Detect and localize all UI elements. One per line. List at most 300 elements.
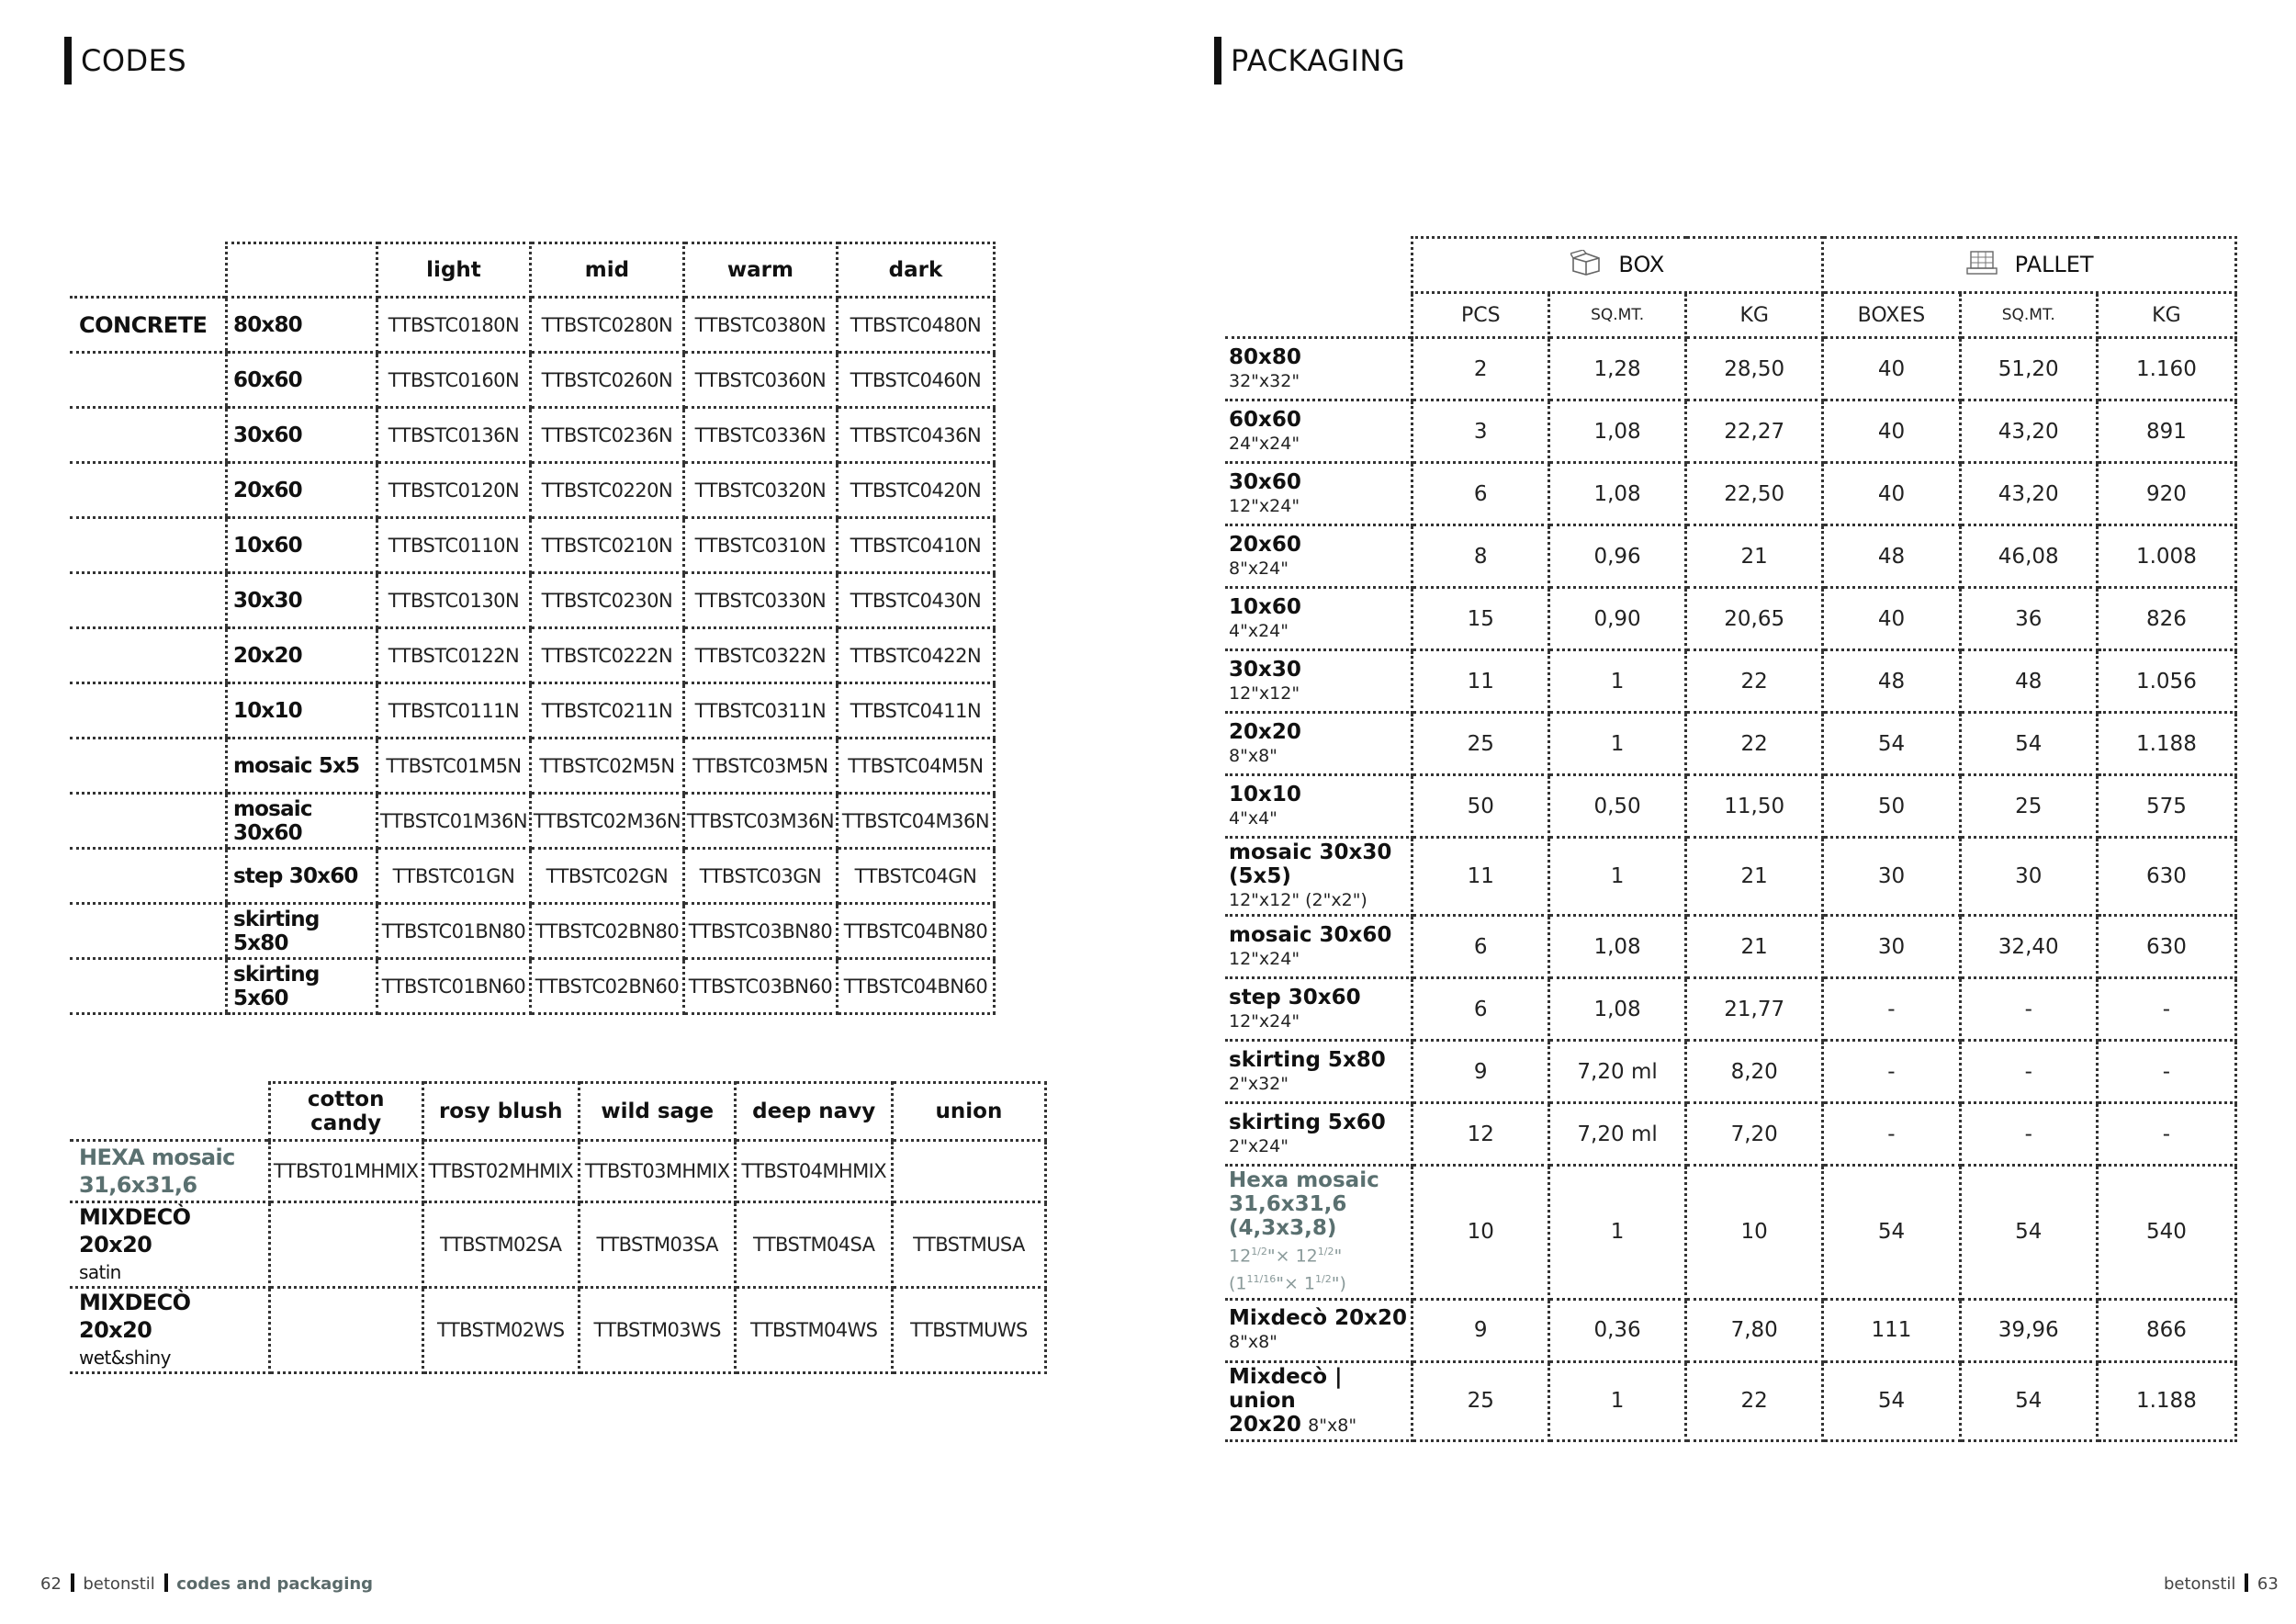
row-label (70, 1288, 269, 1373)
cell: 12 (1412, 1103, 1549, 1166)
row-title-size: 20x20 (1229, 1412, 1301, 1437)
size-label: skirting 5x60 (227, 959, 377, 1014)
code-cell: TTBSTC0136N (377, 408, 530, 463)
row-label (70, 1141, 269, 1202)
cell: 48 (1960, 650, 2097, 713)
right-footer (2164, 1573, 2279, 1596)
cell: 28,50 (1686, 338, 1823, 400)
row-label (1225, 838, 1412, 916)
row-subtitle: 8"x8" (1229, 1332, 1277, 1353)
row-label (1225, 1041, 1412, 1103)
code-cell: TTBSTC04M5N (837, 739, 994, 794)
cell: 7,20 (1686, 1103, 1823, 1166)
cell: 25 (1412, 713, 1549, 775)
table-row (70, 408, 995, 463)
row-subtitle: 2"x32" (1229, 1073, 1289, 1094)
cell: 10 (1412, 1166, 1549, 1300)
table-row (70, 1202, 1046, 1288)
row-title: MIXDECÒ 20x20 (79, 1204, 191, 1257)
table-row (1225, 650, 2236, 713)
cell: 21,77 (1686, 978, 1823, 1041)
cell: 43,20 (1960, 400, 2097, 463)
row-title: 20x60 (1229, 532, 1301, 557)
cell: - (2097, 1041, 2235, 1103)
cell: 54 (1823, 713, 1960, 775)
code-cell (269, 1288, 422, 1373)
row-title: 20x20 (1229, 719, 1301, 744)
row-label (1225, 1166, 1412, 1300)
cell: 11 (1412, 650, 1549, 713)
family-cell (70, 683, 227, 739)
subheader-boxes: BOXES (1823, 293, 1960, 338)
empty-header (1225, 238, 1412, 338)
size-label: skirting 5x80 (227, 904, 377, 959)
table-row (1225, 1041, 2236, 1103)
code-cell: TTBSTC03BN80 (683, 904, 837, 959)
cell: 1,08 (1549, 916, 1686, 978)
cell: 32,40 (1960, 916, 2097, 978)
row-title-size: 31,6x31,6 (4,3x3,8) (1229, 1192, 1347, 1240)
table-row (1225, 525, 2236, 588)
row-subtitle: 4"x4" (1229, 807, 1277, 829)
cell: 20,65 (1686, 588, 1823, 650)
code-cell: TTBSTC04BN80 (837, 904, 994, 959)
row-subtitle: 4"x24" (1229, 620, 1289, 641)
header-mid: mid (530, 243, 683, 298)
row-label (1225, 1361, 1412, 1440)
code-cell: TTBSTC0210N (530, 518, 683, 573)
size-label: step 30x60 (227, 849, 377, 904)
row-subtitle: 8"x24" (1229, 558, 1289, 579)
cell: 3 (1412, 400, 1549, 463)
cell: 30 (1960, 838, 2097, 916)
code-cell: TTBSTC01BN80 (377, 904, 530, 959)
code-cell: TTBSTMUSA (892, 1202, 1045, 1288)
code-cell: TTBSTC0310N (683, 518, 837, 573)
row-label (1225, 775, 1412, 838)
code-cell: TTBSTC0230N (530, 573, 683, 628)
family-cell (70, 904, 227, 959)
size-label: 30x60 (227, 408, 377, 463)
pallet-group-header (1823, 238, 2236, 293)
row-title: 30x30 (1229, 657, 1301, 682)
cell: 54 (1960, 1166, 2097, 1300)
row-title: Hexa mosaic (1229, 1168, 1379, 1192)
size-label: 10x10 (227, 683, 377, 739)
header-cotton-candy: cotton candy (269, 1083, 422, 1141)
packaging-title: PACKAGING (1214, 37, 1405, 85)
code-cell: TTBSTC04M36N (837, 794, 994, 849)
cell: 22,27 (1686, 400, 1823, 463)
code-cell: TTBSTM03SA (579, 1202, 735, 1288)
empty-header (70, 243, 227, 298)
header-warm: warm (683, 243, 837, 298)
code-cell: TTBSTC02BN80 (530, 904, 683, 959)
table-row (70, 298, 995, 353)
row-title: mosaic 30x30 (5x5) (1229, 840, 1392, 888)
table-row (70, 573, 995, 628)
cell: - (1960, 1103, 2097, 1166)
row-subtitle-imperial: $12^{1/2}"\times 12^{1/2}$" (1229, 1246, 1343, 1267)
code-cell: TTBSTM04SA (736, 1202, 892, 1288)
cell: 22 (1686, 1361, 1823, 1440)
cell: 50 (1823, 775, 1960, 838)
cell: 21 (1686, 916, 1823, 978)
table-row (1225, 978, 2236, 1041)
row-title: step 30x60 (1229, 985, 1361, 1009)
cell: 630 (2097, 916, 2235, 978)
table-row (1225, 916, 2236, 978)
empty-header (70, 1083, 269, 1141)
code-cell: TTBST03MHMIX (579, 1141, 735, 1202)
row-title: skirting 5x60 (1229, 1110, 1386, 1134)
row-subtitle: 12"x24" (1229, 495, 1300, 516)
code-cell: TTBSTM04WS (736, 1288, 892, 1373)
code-cell: TTBSTMUWS (892, 1288, 1045, 1373)
cell: 30 (1823, 916, 1960, 978)
cell: 1 (1549, 713, 1686, 775)
row-label (1225, 916, 1412, 978)
code-cell: TTBSTC0411N (837, 683, 994, 739)
code-cell: TTBSTC0180N (377, 298, 530, 353)
cell: 54 (1823, 1166, 1960, 1300)
row-subtitle: 2"x24" (1229, 1135, 1289, 1156)
code-cell: TTBSTC0211N (530, 683, 683, 739)
table-row (70, 959, 995, 1014)
header-union: union (892, 1083, 1045, 1141)
cell: 1 (1549, 838, 1686, 916)
cell: 1,08 (1549, 400, 1686, 463)
table-row (70, 683, 995, 739)
code-cell: TTBSTC0160N (377, 353, 530, 408)
family-cell (70, 739, 227, 794)
size-label: 10x60 (227, 518, 377, 573)
cell: 7,80 (1686, 1299, 1823, 1361)
cell: 43,20 (1960, 463, 2097, 525)
code-cell: TTBSTC0222N (530, 628, 683, 683)
row-subtitle: wet&shiny (79, 1347, 171, 1369)
cell: 1,08 (1549, 978, 1686, 1041)
header-dark: dark (837, 243, 994, 298)
cell: 111 (1823, 1299, 1960, 1361)
code-cell: TTBSTC01GN (377, 849, 530, 904)
code-cell: TTBSTC0436N (837, 408, 994, 463)
row-title: 10x10 (1229, 782, 1301, 806)
row-label (1225, 1103, 1412, 1166)
header-wild-sage: wild sage (579, 1083, 735, 1141)
row-title: Mixdecò 20x20 (1229, 1306, 1407, 1331)
table-row (70, 904, 995, 959)
header-rosy-blush: rosy blush (422, 1083, 579, 1141)
code-cell: TTBSTC03M5N (683, 739, 837, 794)
size-label: 80x80 (227, 298, 377, 353)
cell: 50 (1412, 775, 1549, 838)
codes-table (70, 242, 996, 1015)
cell: 0,90 (1549, 588, 1686, 650)
table-row (1225, 463, 2236, 525)
table-row (70, 518, 995, 573)
family-cell (70, 849, 227, 904)
size-header (227, 243, 377, 298)
table-row (70, 353, 995, 408)
footer-divider (164, 1573, 168, 1592)
row-title: HEXA mosaic (79, 1145, 235, 1170)
code-cell: TTBSTC0480N (837, 298, 994, 353)
cell: 7,20 ml (1549, 1103, 1686, 1166)
code-cell: TTBSTC0130N (377, 573, 530, 628)
cell: 866 (2097, 1299, 2235, 1361)
subheader-box-sqmt: SQ.MT. (1549, 293, 1686, 338)
code-cell: TTBSTC0311N (683, 683, 837, 739)
cell: 54 (1960, 713, 2097, 775)
footer-page-number: 63 (2257, 1574, 2279, 1594)
cell: 40 (1823, 338, 1960, 400)
code-cell: TTBSTC0336N (683, 408, 837, 463)
cell: 9 (1412, 1041, 1549, 1103)
cell: 1,28 (1549, 338, 1686, 400)
cell: 540 (2097, 1166, 2235, 1300)
cell: 15 (1412, 588, 1549, 650)
cell: 21 (1686, 838, 1823, 916)
code-cell: TTBSTC02M36N (530, 794, 683, 849)
code-cell: TTBSTC0430N (837, 573, 994, 628)
code-cell: TTBSTC04BN60 (837, 959, 994, 1014)
box-group-header (1412, 238, 1823, 293)
cell: 9 (1412, 1299, 1549, 1361)
footer-divider (71, 1573, 74, 1592)
header-light: light (377, 243, 530, 298)
row-label (1225, 1299, 1412, 1361)
row-title: 60x60 (1229, 407, 1301, 432)
cell: 25 (1960, 775, 2097, 838)
cell: 40 (1823, 588, 1960, 650)
footer-brand: betonstil (2164, 1574, 2236, 1594)
cell: 48 (1823, 650, 1960, 713)
code-cell: TTBSTC0422N (837, 628, 994, 683)
code-cell (269, 1202, 422, 1288)
cell: 0,96 (1549, 525, 1686, 588)
box-icon (1570, 250, 1602, 281)
code-cell: TTBSTC0260N (530, 353, 683, 408)
code-cell: TTBSTC03BN60 (683, 959, 837, 1014)
code-cell: TTBSTC0220N (530, 463, 683, 518)
table-row (70, 849, 995, 904)
row-subtitle-imperial-detail: ($1^{11/16}"\times$ $1^{1/2}$") (1229, 1273, 1346, 1294)
row-subtitle: 12"x12" (2"x2") (1229, 890, 1367, 910)
size-label: 20x60 (227, 463, 377, 518)
cell: - (1823, 978, 1960, 1041)
row-title: skirting 5x80 (1229, 1047, 1386, 1072)
code-cell: TTBSTC0111N (377, 683, 530, 739)
row-title: MIXDECÒ 20x20 (79, 1290, 191, 1343)
family-cell (70, 959, 227, 1014)
table-row (1225, 775, 2236, 838)
code-cell: TTBSTC02BN60 (530, 959, 683, 1014)
row-label (1225, 650, 1412, 713)
cell: 7,20 ml (1549, 1041, 1686, 1103)
table-row (70, 1288, 1046, 1373)
family-cell (70, 573, 227, 628)
codes-title: CODES (64, 37, 186, 85)
cell: 1.188 (2097, 1361, 2235, 1440)
code-cell: TTBSTC0360N (683, 353, 837, 408)
family-cell (70, 794, 227, 849)
row-subtitle: 12"x12" (1229, 682, 1300, 704)
code-cell: TTBSTM02SA (422, 1202, 579, 1288)
cell: 54 (1823, 1361, 1960, 1440)
cell: - (1823, 1041, 1960, 1103)
row-subtitle: 32"x32" (1229, 370, 1300, 391)
cell: 1.188 (2097, 713, 2235, 775)
cell: 0,36 (1549, 1299, 1686, 1361)
cell: 2 (1412, 338, 1549, 400)
code-cell: TTBSTC02M5N (530, 739, 683, 794)
code-cell: TTBSTC0330N (683, 573, 837, 628)
left-footer (40, 1573, 373, 1596)
row-label (1225, 463, 1412, 525)
table-row (1225, 1361, 2236, 1440)
cell: 54 (1960, 1361, 2097, 1440)
size-label: 30x30 (227, 573, 377, 628)
size-label: 60x60 (227, 353, 377, 408)
row-label (1225, 588, 1412, 650)
code-cell: TTBSTC01M5N (377, 739, 530, 794)
footer-page-number: 62 (40, 1574, 62, 1594)
footer-section: codes and packaging (176, 1574, 374, 1594)
cell: 826 (2097, 588, 2235, 650)
cell: 891 (2097, 400, 2235, 463)
row-label (1225, 978, 1412, 1041)
code-cell: TTBSTC01BN60 (377, 959, 530, 1014)
cell: 1 (1549, 1166, 1686, 1300)
code-cell: TTBSTC0120N (377, 463, 530, 518)
size-label: 20x20 (227, 628, 377, 683)
row-subtitle: 8"x8" (1229, 745, 1277, 766)
code-cell (892, 1141, 1045, 1202)
family-cell (70, 353, 227, 408)
cell: 1 (1549, 650, 1686, 713)
cell: 30 (1823, 838, 1960, 916)
code-cell: TTBSTC04GN (837, 849, 994, 904)
table-row (70, 628, 995, 683)
cell: 1,08 (1549, 463, 1686, 525)
cell: 575 (2097, 775, 2235, 838)
cell: 22,50 (1686, 463, 1823, 525)
cell: 630 (2097, 838, 2235, 916)
code-cell: TTBSTC0110N (377, 518, 530, 573)
subheader-box-kg: KG (1686, 293, 1823, 338)
code-cell: TTBSTC02GN (530, 849, 683, 904)
cell: 6 (1412, 978, 1549, 1041)
footer-divider (2245, 1573, 2248, 1592)
cell: 6 (1412, 463, 1549, 525)
subheader-pallet-kg: KG (2097, 293, 2235, 338)
row-title: mosaic 30x60 (1229, 922, 1392, 947)
cell: 1.160 (2097, 338, 2235, 400)
family-cell (70, 463, 227, 518)
row-label (1225, 400, 1412, 463)
header-deep-navy: deep navy (736, 1083, 892, 1141)
code-cell: TTBSTC0122N (377, 628, 530, 683)
row-subtitle: 24"x24" (1229, 433, 1300, 454)
box-label: BOX (1618, 251, 1665, 277)
code-cell: TTBST01MHMIX (269, 1141, 422, 1202)
row-subtitle: satin (79, 1261, 121, 1283)
code-cell: TTBSTC0280N (530, 298, 683, 353)
cell: 8,20 (1686, 1041, 1823, 1103)
cell: 1 (1549, 1361, 1686, 1440)
row-subtitle: 12"x24" (1229, 1010, 1300, 1032)
table-row (1225, 1299, 2236, 1361)
row-title: 10x60 (1229, 594, 1301, 619)
cell: 46,08 (1960, 525, 2097, 588)
cell: 25 (1412, 1361, 1549, 1440)
size-label: mosaic 5x5 (227, 739, 377, 794)
cell: 920 (2097, 463, 2235, 525)
row-title: 80x80 (1229, 344, 1301, 369)
cell: 1.008 (2097, 525, 2235, 588)
code-cell: TTBST04MHMIX (736, 1141, 892, 1202)
code-cell: TTBSTC0236N (530, 408, 683, 463)
code-cell: TTBSTC0320N (683, 463, 837, 518)
hexa-table (70, 1081, 1047, 1374)
cell: - (1960, 1041, 2097, 1103)
cell: 40 (1823, 400, 1960, 463)
row-label (1225, 713, 1412, 775)
code-cell: TTBSTC0322N (683, 628, 837, 683)
family-cell (70, 628, 227, 683)
table-row (70, 1141, 1046, 1202)
cell: 11,50 (1686, 775, 1823, 838)
row-label (1225, 338, 1412, 400)
cell: - (2097, 1103, 2235, 1166)
row-label (70, 1202, 269, 1288)
cell: - (1960, 978, 2097, 1041)
table-row (1225, 400, 2236, 463)
code-cell: TTBSTC0410N (837, 518, 994, 573)
table-row (70, 739, 995, 794)
subheader-pallet-sqmt: SQ.MT. (1960, 293, 2097, 338)
row-label (1225, 525, 1412, 588)
cell: 8 (1412, 525, 1549, 588)
footer-brand: betonstil (83, 1574, 155, 1594)
family-cell (70, 408, 227, 463)
row-subtitle: 31,6x31,6 (79, 1172, 197, 1198)
cell: 40 (1823, 463, 1960, 525)
packaging-table (1225, 236, 2237, 1442)
table-row (1225, 838, 2236, 916)
code-cell: TTBSTC0460N (837, 353, 994, 408)
row-title: Mixdecò | union (1229, 1364, 1343, 1413)
cell: 6 (1412, 916, 1549, 978)
cell: 51,20 (1960, 338, 2097, 400)
code-cell: TTBSTC03M36N (683, 794, 837, 849)
pallet-label: PALLET (2014, 251, 2094, 277)
cell: 0,50 (1549, 775, 1686, 838)
cell: - (2097, 978, 2235, 1041)
cell: 10 (1686, 1166, 1823, 1300)
row-subtitle: 8"x8" (1308, 1415, 1357, 1436)
table-row (1225, 588, 2236, 650)
cell: 48 (1823, 525, 1960, 588)
cell: 22 (1686, 650, 1823, 713)
family-label: CONCRETE (70, 298, 227, 353)
cell: 1.056 (2097, 650, 2235, 713)
table-row (70, 794, 995, 849)
subheader-pcs: PCS (1412, 293, 1549, 338)
row-subtitle: 12"x24" (1229, 948, 1300, 969)
cell: 21 (1686, 525, 1823, 588)
